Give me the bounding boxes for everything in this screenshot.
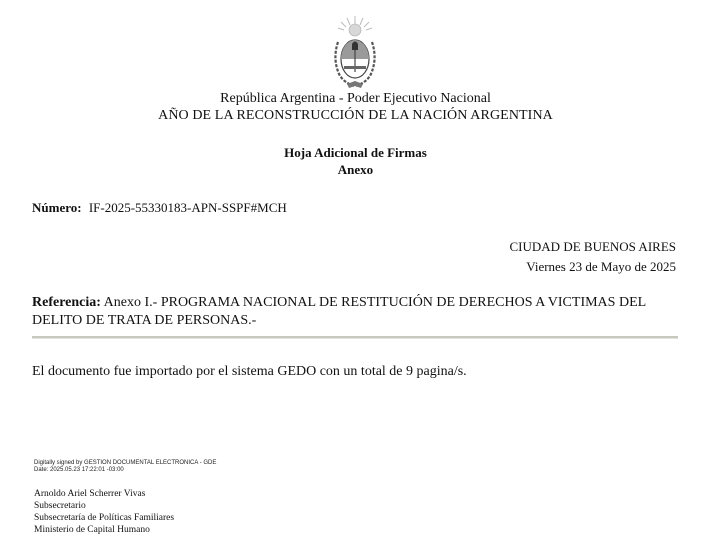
signer-ministry: Ministerio de Capital Humano (34, 525, 150, 535)
city: CIUDAD DE BUENOS AIRES (509, 239, 676, 254)
signer-office: Subsecretaría de Políticas Familiares (34, 513, 175, 523)
reference-label: Referencia: (32, 295, 101, 310)
header-institution: República Argentina - Poder Ejecutivo Nacional (220, 91, 491, 106)
signer-position: Subsecretario (34, 501, 86, 511)
signature-date: Date: 2025.05.23 17:22:01 -03:00 (34, 467, 124, 473)
reference-value: Anexo I.- PROGRAMA NACIONAL DE RESTITUCIÓN DE DERECHOS A VICTIMAS DEL DELITO DE TRATA DE PERSONAS.- (32, 295, 646, 328)
reference (32, 294, 677, 330)
imported-notice: El documento fue importado por el sistema GEDO con un total de 9 pagina/s. (32, 364, 467, 379)
document-subtitle: Anexo (337, 162, 374, 177)
header-year-motto: AÑO DE LA RECONSTRUCCIÓN DE LA NACIÓN ARGENTINA (158, 108, 553, 123)
document-title: Hoja Adicional de Firmas (284, 145, 427, 160)
signer-block (34, 488, 174, 536)
document-date: Viernes 23 de Mayo de 2025 (526, 259, 676, 274)
document-number (32, 200, 287, 216)
number-label: Número: (32, 200, 82, 215)
signer-name: Arnoldo Ariel Scherrer Vivas (34, 489, 146, 499)
digital-signature-stamp (34, 460, 216, 474)
coat-of-arms-icon (330, 14, 380, 90)
signed-by: Digitally signed by GESTION DOCUMENTAL ELECTRONICA - GDE (34, 460, 217, 466)
divider (32, 336, 678, 339)
number-value: IF-2025-55330183-APN-SSPF#MCH (88, 200, 287, 215)
